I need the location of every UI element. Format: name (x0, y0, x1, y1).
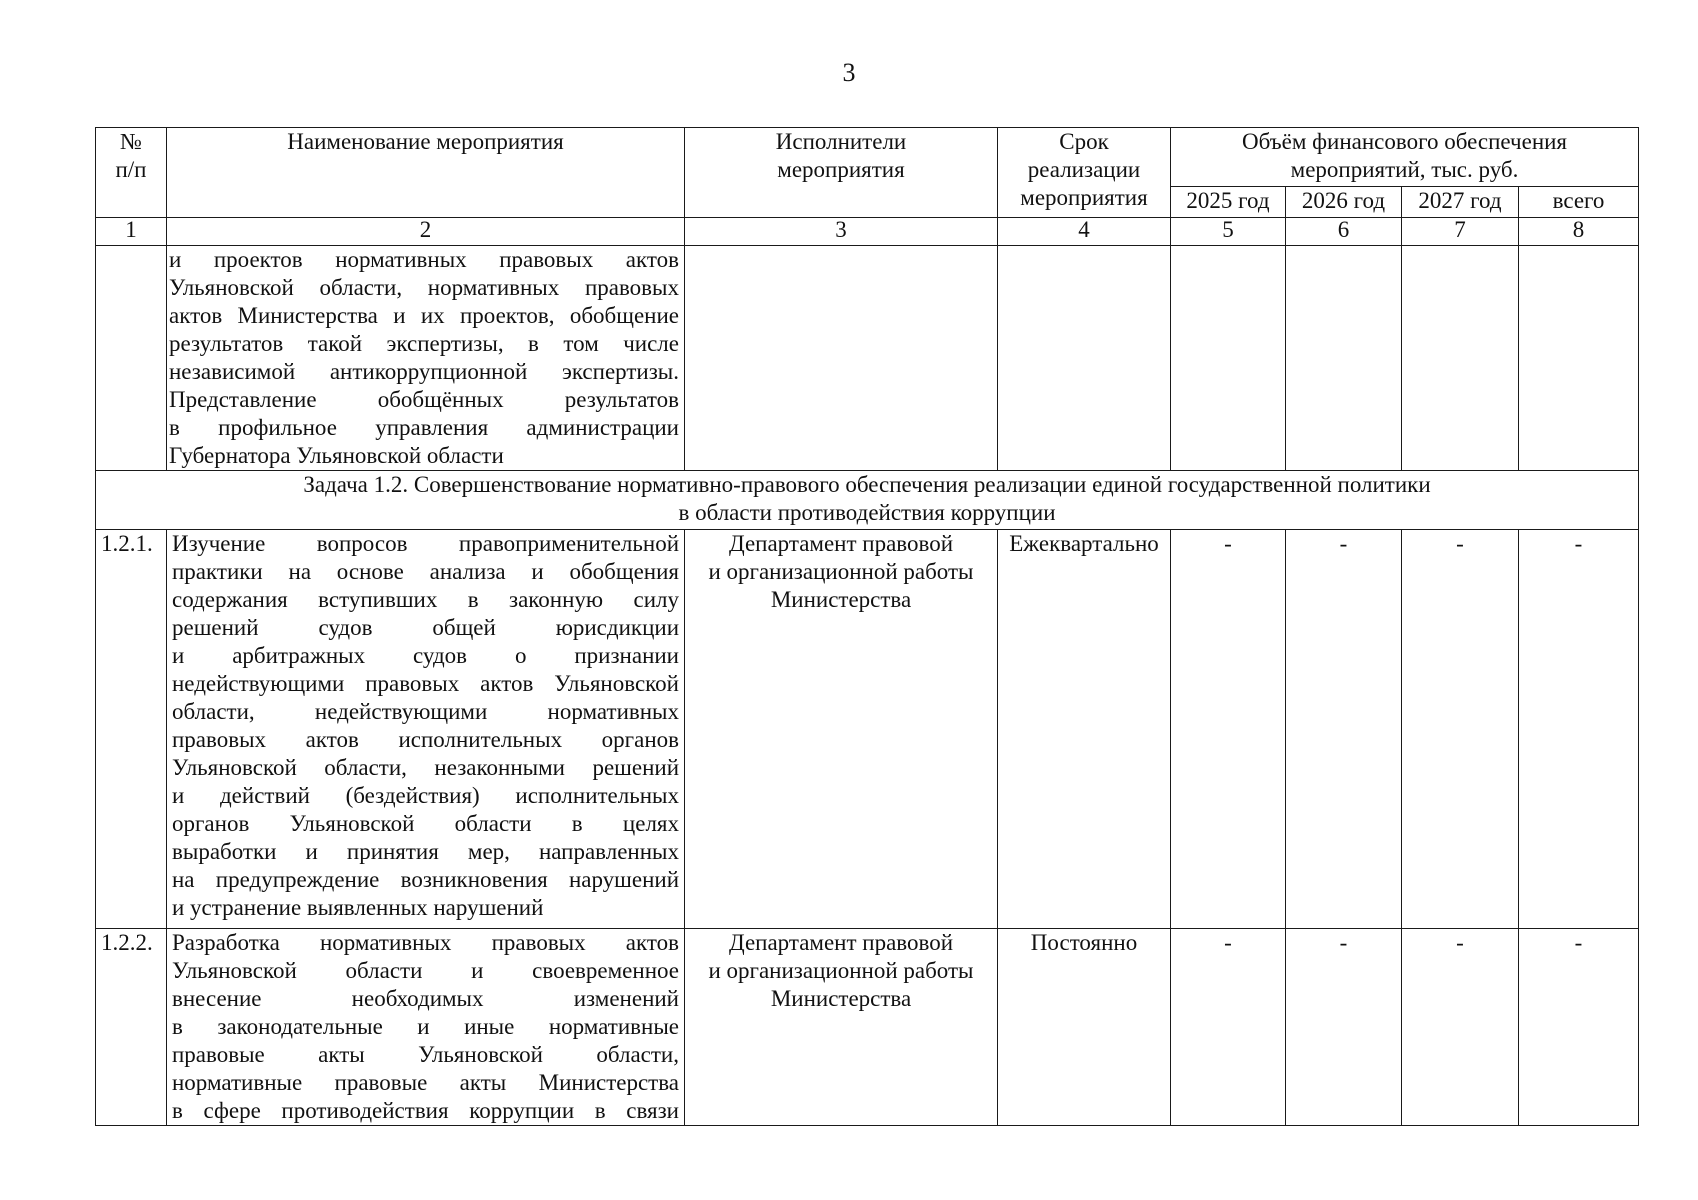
text-line: Ульяновской области, незаконными решений (172, 755, 679, 780)
funding-2027-cell: - (1402, 929, 1519, 1126)
continuation-row (96, 246, 1639, 471)
text-line: и действий (бездействия) исполнительных (172, 783, 679, 808)
text-line: в профильное управления администрации (169, 415, 679, 440)
activity-name-cell (167, 929, 685, 1126)
column-number: 8 (1519, 218, 1639, 246)
funding-2025-cell: - (1171, 530, 1286, 929)
funding-2027-cell: - (1402, 530, 1519, 929)
text-line: области, недействующими нормативных (172, 699, 679, 724)
text-line: Представление обобщённых результатов (169, 387, 679, 412)
text-line: Изучение вопросов правоприменительной (172, 531, 679, 556)
column-number: 3 (685, 218, 998, 246)
header-year-2026: 2026 год (1286, 187, 1402, 218)
text-line: независимой антикоррупционной экспертизы. (169, 359, 679, 384)
text-line: практики на основе анализа и обобщения (172, 559, 679, 584)
funding-2026-cell: - (1286, 929, 1402, 1126)
header-row (96, 128, 1639, 187)
text-line: актов Министерства и их проектов, обобщение (169, 303, 679, 328)
funding-2025-cell: - (1171, 929, 1286, 1126)
header-executors: Исполнители мероприятия (685, 128, 998, 218)
column-number: 7 (1402, 218, 1519, 246)
header-name: Наименование мероприятия (167, 128, 685, 218)
executor-cell: Департамент правовой и организационной работы Министерства (685, 929, 998, 1126)
table-row (96, 929, 1639, 1126)
task-row (96, 471, 1639, 530)
text-line: решений судов общей юрисдикции (172, 615, 679, 640)
text-line: в законодательные и иные нормативные (172, 1014, 679, 1039)
header-num: № п/п (96, 128, 167, 218)
row-number: 1.2.1. (96, 530, 167, 929)
column-numbers-row (96, 218, 1639, 246)
text-line: Ульяновской области и своевременное (172, 958, 679, 983)
text-line: недействующими правовых актов Ульяновской (172, 671, 679, 696)
header-funding: Объём финансового обеспечения мероприятий, тыс. руб. (1171, 128, 1639, 187)
continuation-name-cell (167, 246, 685, 471)
column-number: 5 (1171, 218, 1286, 246)
text-line: и проектов нормативных правовых актов (169, 247, 679, 272)
executor-cell: Департамент правовой и организационной работы Министерства (685, 530, 998, 929)
text-line: и арбитражных судов о признании (172, 643, 679, 668)
text-line: внесение необходимых изменений (172, 986, 679, 1011)
funding-total-cell: - (1519, 929, 1639, 1126)
text-line: и устранение выявленных нарушений (172, 895, 544, 920)
row-num-cell (96, 246, 167, 471)
column-number: 4 (998, 218, 1171, 246)
text-line: Губернатора Ульяновской области (169, 443, 504, 468)
text-line: на предупреждение возникновения нарушений (172, 867, 679, 892)
text-line: правовые акты Ульяновской области, (172, 1042, 679, 1067)
term-cell: Ежеквартально (998, 530, 1171, 929)
table-row (96, 530, 1639, 929)
activities-table (95, 127, 1639, 1126)
row-number: 1.2.2. (96, 929, 167, 1126)
column-number: 2 (167, 218, 685, 246)
text-line: результатов такой экспертизы, в том числе (169, 331, 679, 356)
text-line: Ульяновской области, нормативных правовых (169, 275, 679, 300)
text-line: Разработка нормативных правовых актов (172, 930, 679, 955)
funding-2026-cell: - (1286, 530, 1402, 929)
activity-name-cell (167, 530, 685, 929)
header-year-2025: 2025 год (1171, 187, 1286, 218)
task-heading: Задача 1.2. Совершенствование нормативно-правового обеспечения реализации единой государственной политики в области противодействия коррупции (96, 471, 1639, 530)
text-line: в сфере противодействия коррупции в связи (172, 1098, 679, 1123)
text-line: органов Ульяновской области в целях (172, 811, 679, 836)
text-line: нормативные правовые акты Министерства (172, 1070, 679, 1095)
header-total: всего (1519, 187, 1639, 218)
text-line: правовых актов исполнительных органов (172, 727, 679, 752)
header-term: Срок реализации мероприятия (998, 128, 1171, 218)
funding-total-cell: - (1519, 530, 1639, 929)
term-cell: Постоянно (998, 929, 1171, 1126)
text-line: выработки и принятия мер, направленных (172, 839, 679, 864)
page-number: 3 (842, 58, 856, 87)
column-number: 1 (96, 218, 167, 246)
column-number: 6 (1286, 218, 1402, 246)
header-year-2027: 2027 год (1402, 187, 1519, 218)
text-line: содержания вступивших в законную силу (172, 587, 679, 612)
